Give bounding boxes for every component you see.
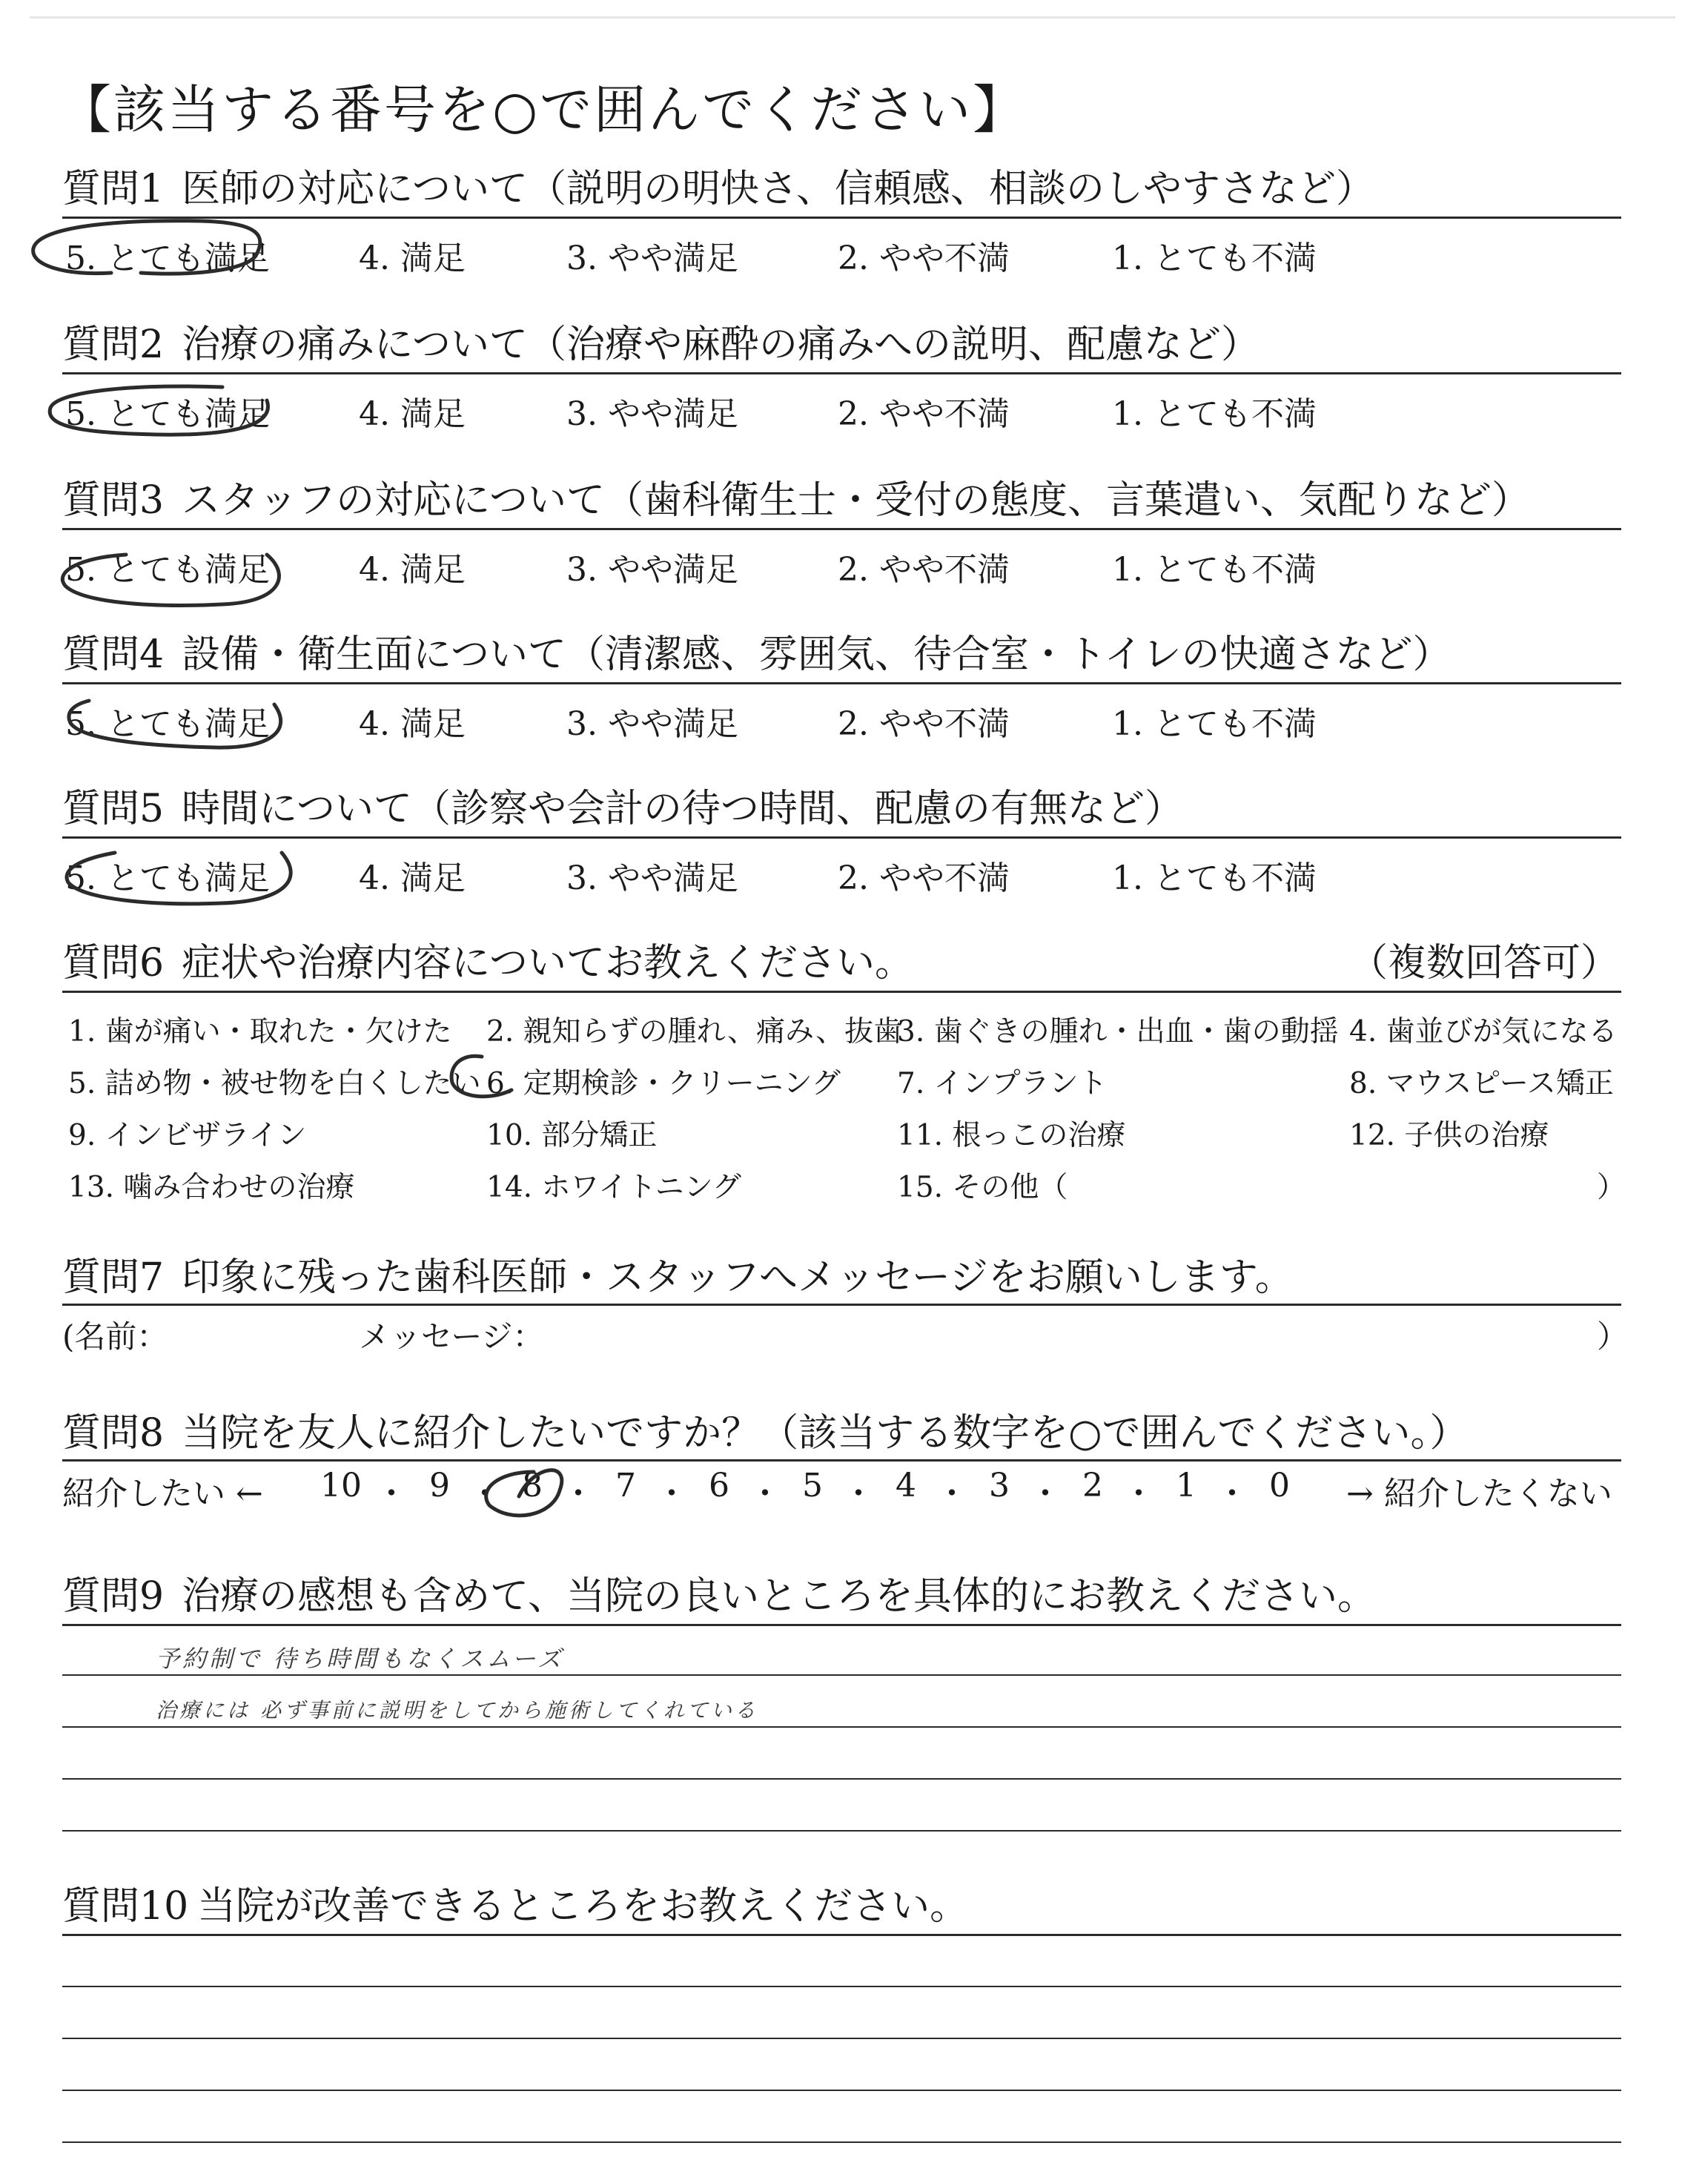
q6-options [62, 1008, 1626, 1223]
rule [62, 1459, 1621, 1462]
q6-option-3[interactable]: 3. 歯ぐきの腫れ・出血・歯の動揺 [897, 1015, 1339, 1048]
question-text: 時間について（診察や会計の待つ時間、配慮の有無など） [182, 787, 1184, 831]
option-2[interactable]: 2. やや不満 [838, 859, 1010, 897]
option-3[interactable]: 3. やや満足 [566, 395, 738, 433]
scale-dot: ・ [749, 1475, 781, 1513]
answer-line [62, 1778, 1621, 1780]
question-text: 当院が改善できるところをお教えください。 [197, 1884, 969, 1929]
question-7 [62, 1253, 1619, 1302]
rule [62, 682, 1621, 684]
rule [62, 836, 1621, 839]
answer-line [62, 2090, 1621, 2091]
q6-option-2[interactable]: 2. 親知らずの腫れ、痛み、抜歯 [486, 1015, 903, 1048]
question-text: 印象に残った歯科医師・スタッフへメッセージをお願いします。 [182, 1255, 1294, 1300]
option-5[interactable]: 5. とても満足 [65, 705, 270, 743]
option-5[interactable]: 5. とても満足 [65, 551, 270, 589]
question-number: 質問5 [62, 787, 165, 831]
question-text: 治療の感想も含めて、当院の良いところを具体的にお教えください。 [182, 1574, 1377, 1619]
option-1[interactable]: 1. とても不満 [1112, 240, 1317, 277]
option-4[interactable]: 4. 満足 [359, 551, 466, 589]
rating-options-q1 [62, 231, 1619, 277]
rule [62, 1304, 1621, 1306]
question-1 [62, 165, 1619, 214]
question-text: 当院を友人に紹介したいですか？（該当する数字を○で囲んでください。） [182, 1411, 1469, 1456]
option-2[interactable]: 2. やや不満 [838, 551, 1010, 589]
question-3 [62, 476, 1619, 525]
option-1[interactable]: 1. とても不満 [1112, 859, 1317, 897]
option-4[interactable]: 4. 満足 [359, 705, 466, 743]
q6-option-12[interactable]: 12. 子供の治療 [1349, 1119, 1549, 1152]
option-3[interactable]: 3. やや満足 [566, 240, 738, 277]
rule [62, 1934, 1621, 1936]
q6-option-11[interactable]: 11. 根っこの治療 [897, 1119, 1126, 1152]
scale-10[interactable]: 10 [320, 1467, 362, 1505]
scale-dot: ・ [1122, 1475, 1155, 1513]
option-5[interactable]: 5. とても満足 [65, 395, 270, 433]
scale-4[interactable]: 4 [896, 1467, 916, 1505]
q6-option-8[interactable]: 8. マウスピース矯正 [1349, 1067, 1614, 1100]
answer-line [62, 2038, 1621, 2039]
scale-left-label: 紹介したい ← [62, 1475, 263, 1513]
q6-option-6[interactable]: 6. 定期検診・クリーニング [486, 1067, 841, 1100]
question-9 [62, 1572, 1619, 1621]
scale-6[interactable]: 6 [709, 1467, 729, 1505]
option-1[interactable]: 1. とても不満 [1112, 705, 1317, 743]
option-4[interactable]: 4. 満足 [359, 395, 466, 433]
scale-dot: ・ [375, 1475, 408, 1513]
option-4[interactable]: 4. 満足 [359, 240, 466, 277]
answer-line [62, 1726, 1621, 1728]
rating-options-q2 [62, 387, 1619, 433]
question-5 [62, 785, 1619, 833]
q6-option-1[interactable]: 1. 歯が痛い・取れた・欠けた [68, 1015, 452, 1048]
question-number: 質問7 [62, 1255, 165, 1300]
option-1[interactable]: 1. とても不満 [1112, 395, 1317, 433]
answer-line [62, 1986, 1621, 1987]
option-2[interactable]: 2. やや不満 [838, 240, 1010, 277]
rating-options-q3 [62, 543, 1619, 589]
q6-option-10[interactable]: 10. 部分矯正 [486, 1119, 658, 1152]
scale-dot: ・ [842, 1475, 875, 1513]
question-number: 質問8 [62, 1411, 165, 1456]
rule [62, 1624, 1621, 1626]
question-text: スタッフの対応について（歯科衛生士・受付の態度、言葉遣い、気配りなど） [182, 478, 1531, 523]
scale-9[interactable]: 9 [429, 1467, 450, 1505]
option-2[interactable]: 2. やや不満 [838, 705, 1010, 743]
question-text: 医師の対応について（説明の明快さ、信頼感、相談のしやすさなど） [182, 167, 1374, 211]
scan-edge [30, 16, 1675, 19]
q6-option-4[interactable]: 4. 歯並びが気になる [1349, 1015, 1618, 1048]
question-text: 設備・衛生面について（清潔感、雰囲気、待合室・トイレの快適さなど） [182, 633, 1452, 677]
rule [62, 217, 1621, 219]
answer-line [62, 1674, 1621, 1676]
option-3[interactable]: 3. やや満足 [566, 705, 738, 743]
scale-dot: ・ [469, 1475, 501, 1513]
q6-option-7[interactable]: 7. インプラント [897, 1067, 1108, 1100]
scale-dot: ・ [562, 1475, 595, 1513]
question-number: 質問2 [62, 323, 165, 367]
name-label: (名前： [62, 1318, 168, 1355]
scale-1[interactable]: 1 [1176, 1467, 1196, 1505]
question-number: 質問6 [62, 941, 165, 985]
question-number: 質問3 [62, 478, 165, 523]
question-6 [62, 939, 1619, 988]
rating-options-q5 [62, 851, 1619, 897]
message-close: ） [1597, 1318, 1629, 1355]
option-5[interactable]: 5. とても満足 [65, 240, 270, 277]
handwritten-answer-2: 治療には 必ず事前に説明をしてから施術してくれている [156, 1698, 758, 1723]
scale-7[interactable]: 7 [615, 1467, 636, 1505]
scale-right-label: → 紹介したくない [1346, 1475, 1612, 1513]
question-text: 症状や治療内容についてお教えください。 [182, 941, 914, 985]
scale-5[interactable]: 5 [802, 1467, 823, 1505]
q6-option-5[interactable]: 5. 詰め物・被せ物を白くしたい [68, 1067, 481, 1100]
question-number: 質問10 [62, 1884, 189, 1929]
option-3[interactable]: 3. やや満足 [566, 859, 738, 897]
question-8 [62, 1409, 1619, 1458]
option-5[interactable]: 5. とても満足 [65, 859, 270, 897]
option-4[interactable]: 4. 満足 [359, 859, 466, 897]
scale-dot: ・ [936, 1475, 968, 1513]
question-number: 質問9 [62, 1574, 165, 1619]
multiple-answer-note: （複数回答可） [1348, 941, 1619, 985]
q6-option-9[interactable]: 9. インビザライン [68, 1119, 307, 1152]
referral-scale [62, 1467, 1634, 1511]
rule [62, 528, 1621, 530]
scale-3[interactable]: 3 [989, 1467, 1010, 1505]
question-text: 治療の痛みについて（治療や麻酔の痛みへの説明、配慮など） [182, 323, 1260, 367]
question-number: 質問4 [62, 633, 165, 677]
q6-option-14[interactable]: 14. ホワイトニング [486, 1171, 741, 1204]
scale-0[interactable]: 0 [1269, 1467, 1290, 1505]
q6-option-13[interactable]: 13. 噛み合わせの治療 [68, 1171, 355, 1204]
rule [62, 991, 1621, 993]
option-2[interactable]: 2. やや不満 [838, 395, 1010, 433]
scale-2[interactable]: 2 [1082, 1467, 1103, 1505]
q6-option-15[interactable]: 15. その他（ [897, 1171, 1068, 1204]
form-header: 【該当する番号を○で囲んでください】 [59, 79, 1027, 140]
q6-other-close: ） [1597, 1171, 1626, 1204]
scale-dot: ・ [655, 1475, 688, 1513]
answer-line [62, 1830, 1621, 1832]
scale-dot: ・ [1029, 1475, 1062, 1513]
message-label: メッセージ： [359, 1318, 544, 1355]
scale-dot: ・ [1216, 1475, 1248, 1513]
rating-options-q4 [62, 697, 1619, 743]
answer-line [62, 2141, 1621, 2143]
scale-8[interactable]: 8 [522, 1467, 543, 1505]
question-2 [62, 320, 1619, 369]
question-10 [62, 1882, 1619, 1931]
option-3[interactable]: 3. やや満足 [566, 551, 738, 589]
option-1[interactable]: 1. とても不満 [1112, 551, 1317, 589]
handwritten-answer-1: 予約制で 待ち時間もなくスムーズ [156, 1645, 564, 1673]
rule [62, 372, 1621, 374]
question-4 [62, 630, 1619, 679]
question-number: 質問1 [62, 167, 165, 211]
